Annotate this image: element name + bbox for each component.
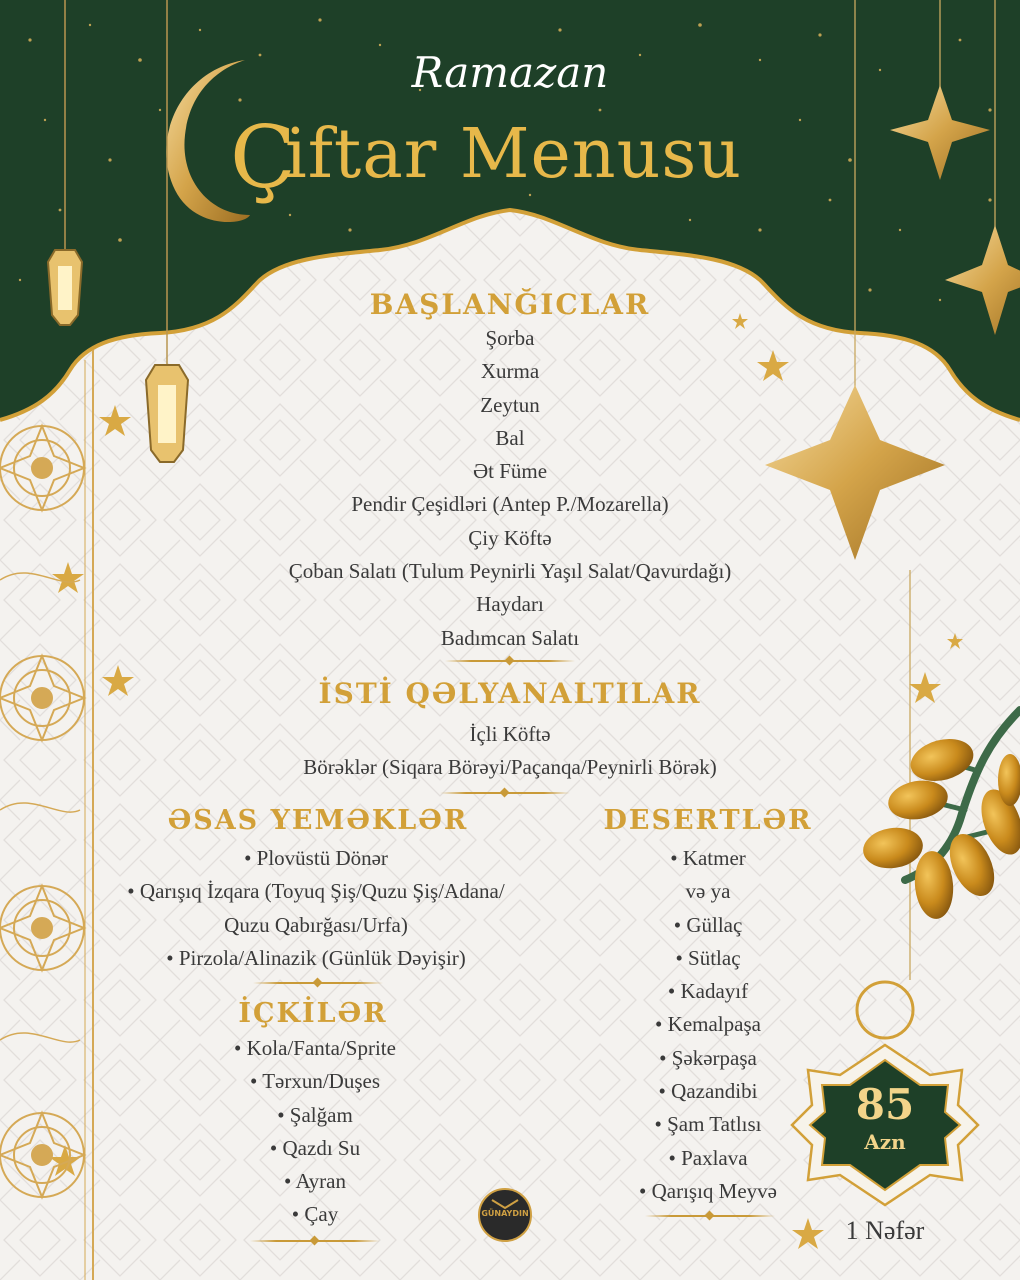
price-currency: Azn <box>864 1130 906 1154</box>
script-title: Ramazan <box>411 48 609 97</box>
menu-item: • Pirzola/Alinazik (Günlük Dəyişir) <box>96 942 536 975</box>
menu-item: Quzu Qabırğası/Urfa) <box>224 912 408 937</box>
menu-item: Çoban Salatı (Tulum Peynirli Yaşıl Salat/Qavurdağı) <box>288 559 732 584</box>
mains-list <box>96 842 536 975</box>
menu-item: Ət Füme <box>472 459 548 484</box>
menu-item: • Kadayıf <box>598 975 818 1008</box>
menu-item: • Qarışıq İzqara (Toyuq Şiş/Quzu Şiş/Adana/ <box>96 875 536 908</box>
menu-item: • Çay <box>165 1198 465 1231</box>
logo-text: GÜNAYDIN <box>481 1209 529 1218</box>
title-first-letter: Ç <box>230 108 296 208</box>
menu-item: • Şalğam <box>165 1099 465 1132</box>
menu-item: • Şam Tatlısı <box>598 1108 818 1141</box>
menu-item: • Paxlava <box>598 1142 818 1175</box>
divider <box>445 660 575 662</box>
drinks-list <box>165 1032 465 1232</box>
lantern-icon <box>48 250 82 325</box>
divider <box>250 1240 380 1242</box>
menu-item: İçli Köftə <box>469 722 551 746</box>
menu-item: Xurma <box>480 359 540 384</box>
section-heading-desserts: DESERTLƏR <box>603 805 813 836</box>
menu-item: • Kemalpaşa <box>598 1008 818 1041</box>
section-heading-drinks: İÇKİLƏR <box>238 998 388 1029</box>
menu-item: • Qazdı Su <box>165 1132 465 1165</box>
menu-item: • Güllaç <box>598 909 818 942</box>
divider <box>645 1215 775 1217</box>
menu-item: • Sütlaç <box>598 942 818 975</box>
price-per-person: 1 Nəfər <box>845 1216 925 1245</box>
menu-item: Badımcan Salatı <box>440 625 580 650</box>
menu-item: Zeytun <box>480 392 540 417</box>
section-heading-mains: ƏSAS YEMƏKLƏR <box>167 805 469 836</box>
menu-item: • Tərxun/Duşes <box>165 1065 465 1098</box>
section-heading-hot-appetizers: İSTİ QƏLYANALTILAR <box>318 677 702 710</box>
menu-item: Şorba <box>485 326 535 350</box>
menu-item: Börəklər (Siqara Börəyi/Paçanqa/Peynirli Börək) <box>303 755 717 780</box>
starters-list <box>160 322 860 655</box>
menu-item: • Şəkərpaşa <box>598 1042 818 1075</box>
page-title: iftar Menusu <box>285 115 743 194</box>
menu-item: Pendir Çeşidləri (Antep P./Mozarella) <box>351 492 669 517</box>
menu-item: • Qarışıq Meyvə <box>598 1175 818 1208</box>
menu-item: • Katmer <box>598 842 818 875</box>
divider <box>253 982 383 984</box>
menu-item: və ya <box>685 879 731 904</box>
menu-item: • Qazandibi <box>598 1075 818 1108</box>
menu-item: • Kola/Fanta/Sprite <box>165 1032 465 1065</box>
divider <box>440 792 570 794</box>
menu-item: Haydarı <box>476 592 544 617</box>
price-amount: 85 <box>855 1080 915 1129</box>
desserts-list <box>598 842 818 1208</box>
menu-item: Bal <box>495 425 525 450</box>
menu-item: • Plovüstü Dönər <box>96 842 536 875</box>
menu-item: Çiy Köftə <box>468 525 552 550</box>
menu-item: • Ayran <box>165 1165 465 1198</box>
section-heading-starters: BAŞLANĞICLAR <box>369 288 651 321</box>
hot-appetizers-list <box>160 718 860 785</box>
